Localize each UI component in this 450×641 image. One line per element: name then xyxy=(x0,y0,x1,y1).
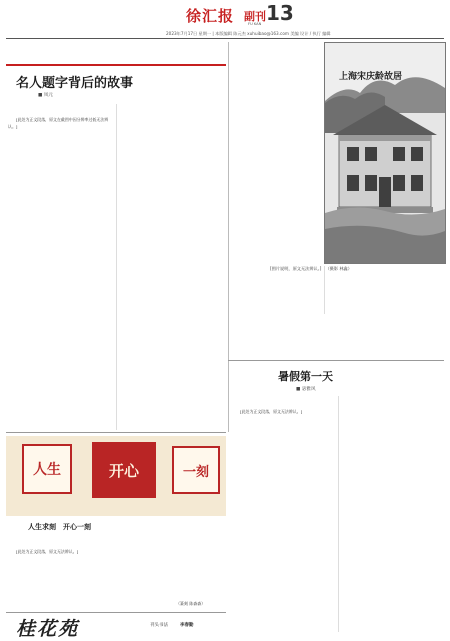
house-photo xyxy=(324,42,446,264)
article-3-title: 人生求刻 开心一刻 xyxy=(28,523,91,531)
column-name-calligraphy: 桂花苑 xyxy=(16,618,80,640)
article-2-column-left xyxy=(232,396,336,632)
seal-1-text: 人生 xyxy=(33,462,61,478)
seal-2-text: 开心 xyxy=(108,461,139,480)
article-1-byline: ■ 凤元 xyxy=(38,93,53,98)
article-1-column-3 xyxy=(232,42,322,212)
seal-2 xyxy=(92,442,156,498)
page-number: 13 xyxy=(266,1,294,25)
footer-credit-1: 刊头书法 xyxy=(150,623,168,628)
section-divider xyxy=(228,360,444,361)
article-2-title: 暑假第一天 xyxy=(278,370,333,383)
column-divider-1 xyxy=(116,104,117,430)
masthead-date-line: 2023年7月17日 星期一 | 本版编辑 陈元杰 xuhuibao@163.com 美编 设计 / 执行 编辑 xyxy=(166,31,331,36)
seal-3 xyxy=(172,446,220,494)
footer-divider xyxy=(6,612,226,613)
article-2-intro-column xyxy=(232,316,266,360)
article-1-column-1 xyxy=(8,104,114,430)
article-1-column-3-lower xyxy=(232,214,322,314)
article-1-continuation-right xyxy=(270,316,444,360)
masthead-brand: 徐汇报 xyxy=(186,7,235,25)
seals-panel xyxy=(6,436,226,516)
article-3-author: （篆刻 陈森森） xyxy=(176,601,206,606)
photo-caption-text: [图片说明，原文无法辨认。] xyxy=(270,266,322,271)
seal-1 xyxy=(22,444,72,494)
left-lower-divider xyxy=(6,432,226,433)
footer-credit-2: 李春勤 xyxy=(180,623,194,628)
masthead xyxy=(0,0,450,48)
masthead-section: 副刊 xyxy=(244,10,266,23)
article-3-paragraph: [此处为正文段落，原文无法辨认。] xyxy=(16,549,79,555)
column-divider-3 xyxy=(324,266,325,314)
article-1-paragraph: [此处为正文段落，原文在截图中因分辨率过低无法辨认。] xyxy=(8,117,109,129)
article-1-column-2 xyxy=(120,104,226,430)
masthead-pinyin: FU KAN xyxy=(248,22,262,26)
article-2-column-right xyxy=(342,396,444,632)
article-2-paragraph: [此处为正文段落，原文无法辨认。] xyxy=(240,409,303,415)
column-divider-2 xyxy=(228,42,229,432)
article-1-title: 名人题字背后的故事 xyxy=(16,76,134,91)
seal-3-text: 一刻 xyxy=(182,464,209,480)
masthead-divider xyxy=(6,38,444,39)
photo-credit: （摄影 林鑫） xyxy=(325,266,352,271)
article-1-title-bar xyxy=(6,64,226,66)
column-divider-4 xyxy=(338,396,339,632)
article-2-byline: ■ 宓雅风 xyxy=(296,387,316,392)
photo-sign-text: 上海宋庆龄故居 xyxy=(339,72,403,82)
article-3-body xyxy=(8,536,226,608)
